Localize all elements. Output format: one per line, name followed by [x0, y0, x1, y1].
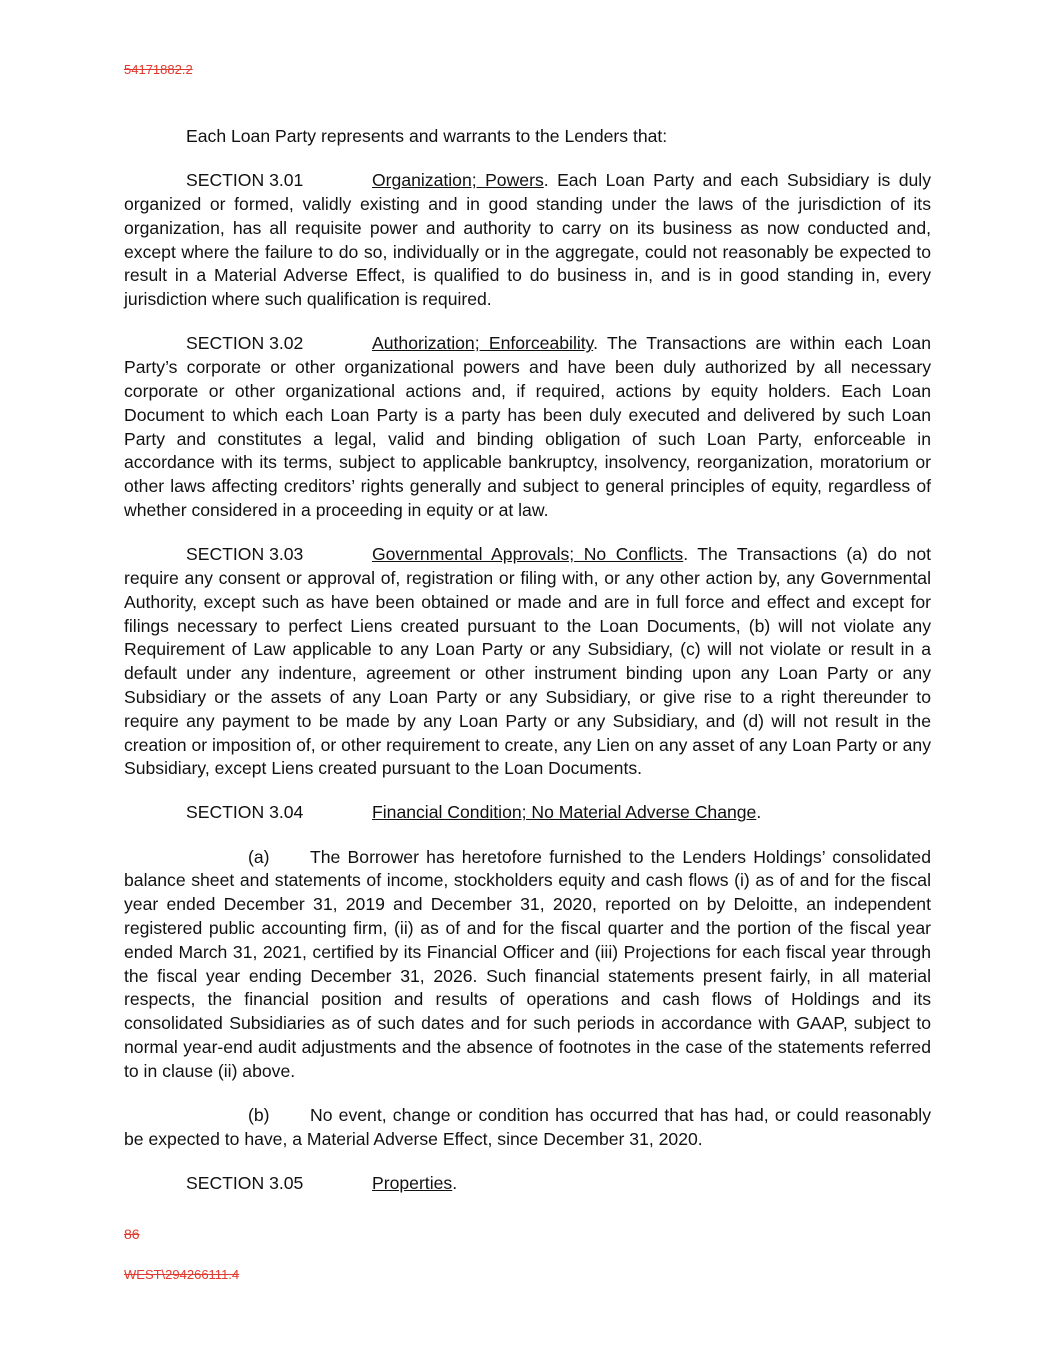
- subsection-a: [124, 846, 931, 1084]
- section-3-04: [124, 801, 931, 825]
- page-number: 86: [124, 1226, 140, 1242]
- section-title: Properties: [372, 1173, 453, 1194]
- section-number: SECTION 3.02: [186, 333, 304, 354]
- section-3-03: [124, 543, 931, 781]
- section-title: Financial Condition; No Material Adverse Change: [372, 802, 757, 823]
- section-title: Authorization; Enforceability: [372, 333, 594, 354]
- section-number: SECTION 3.01: [186, 170, 304, 191]
- section-3-01: [124, 169, 931, 312]
- section-title: Organization; Powers: [372, 170, 544, 191]
- subsection-b: [124, 1104, 931, 1152]
- section-text: . Each Loan Party and each Subsidiary is duly organized or formed, validly existing and in good standing under the laws of the jurisdiction of its organization, has all requisite power and authority to carry on its business as now conducted and, except where the failure to do so, individually or in the aggregate, could not reasonably be expected to result in a Material Adverse Effect, is qualified to do business in, and is in good standing in, every jurisdiction where such qualification is required.: [124, 170, 931, 310]
- subsection-label: (b): [248, 1105, 270, 1126]
- subsection-text: The Borrower has heretofore furnished to the Lenders Holdings’ consolidated balance sheet and statements of income, stockholders equity and cash flows (i) as of and for the fiscal year ended December 31, 2019 and December 31, 2020, reported on by Deloitte, an independent registered public accounting firm, (ii) as of and for the fiscal quarter and the portion of the fiscal year ended March 31, 2021, certified by its Financial Officer and (iii) Projections for each fiscal year through the fiscal year ending December 31, 2026. Such financial statements present fairly, in all material respects, the financial position and results of operations and cash flows of Holdings and its consolidated Subsidiaries as of such dates and for such periods in accordance with GAAP, subject to normal year-end audit adjustments and the absence of footnotes in the case of the statements referred to in clause (ii) above.: [124, 846, 931, 1081]
- section-text: .: [756, 802, 762, 823]
- subsection-text: No event, change or condition has occurred that has had, or could reasonably be expected to have, a Material Adverse Effect, since December 31, 2020.: [124, 1105, 931, 1149]
- section-text: .: [452, 1173, 458, 1194]
- section-3-05: [124, 1172, 931, 1196]
- section-text: . The Transactions (a) do not require any consent or approval of, registration or filing with, or any other action by, any Governmental Authority, except such as have been obtained or made and are in full force and effect and except for filings necessary to perfect Liens created pursuant to the Loan Documents, (b) will not violate any Requirement of Law applicable to any Loan Party or any Subsidiary, (c) will not violate or result in a default under any indenture, agreement or other instrument binding upon any Loan Party or any Subsidiary or the assets of any Loan Party or any Subsidiary, or give rise to a right thereunder to require any payment to be made by any Loan Party or any Subsidiary, and (d) will not result in the creation or imposition of, or other requirement to create, any Lien on any asset of any Loan Party or any Subsidiary, except Liens created pursuant to the Loan Documents.: [124, 544, 931, 779]
- document-body: [124, 125, 931, 1216]
- section-title: Governmental Approvals; No Conflicts: [372, 544, 684, 565]
- header-doc-number: 54171882.2: [124, 62, 193, 77]
- section-number: SECTION 3.04: [186, 802, 304, 823]
- section-3-02: [124, 332, 931, 522]
- footer-doc-id: WEST\294266111.4: [124, 1267, 240, 1282]
- subsection-label: (a): [248, 846, 270, 867]
- section-text: . The Transactions are within each Loan Party’s corporate or other organizational powers and have been duly authorized by all necessary corporate or other organizational actions and, if required, actions by equity holders. Each Loan Document to which each Loan Party is a party has been duly executed and delivered by such Loan Party and constitutes a legal, valid and binding obligation of such Loan Party, enforceable in accordance with its terms, subject to applicable bankruptcy, insolvency, reorganization, moratorium or other laws affecting creditors’ rights generally and subject to general principles of equity, regardless of whether considered in a proceeding in equity or at law.: [124, 333, 932, 520]
- section-number: SECTION 3.05: [186, 1173, 304, 1194]
- section-number: SECTION 3.03: [186, 544, 304, 565]
- intro-paragraph: Each Loan Party represents and warrants to the Lenders that:: [186, 126, 668, 146]
